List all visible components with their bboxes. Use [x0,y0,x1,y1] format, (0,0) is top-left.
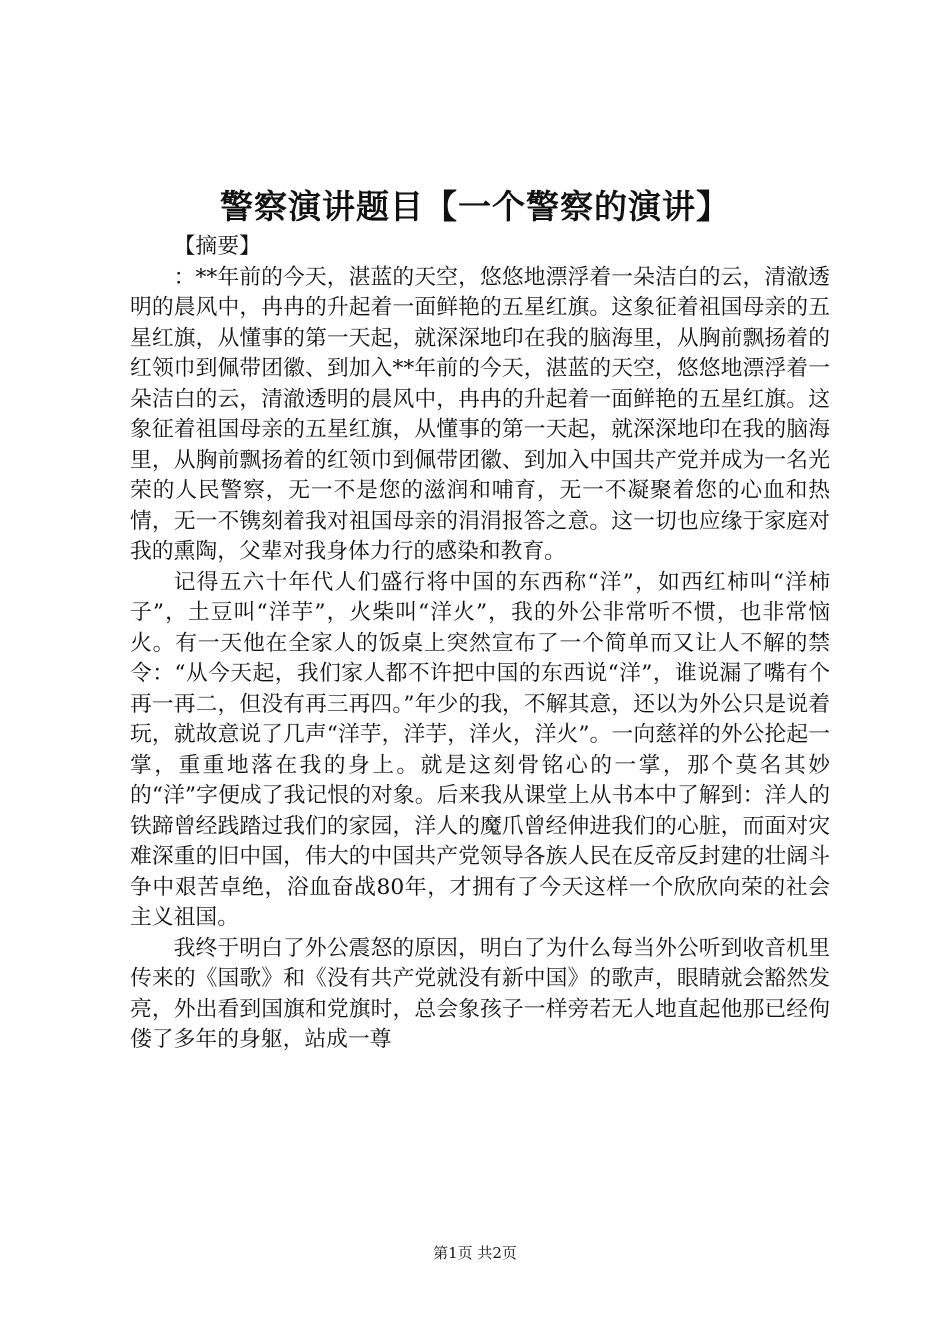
paragraph-1: ：**年前的今天，湛蓝的天空，悠悠地漂浮着一朵洁白的云，清澈透明的晨风中，冉冉的升起着一面鲜艳的五星红旗。这象征着祖国母亲的五星红旗，从懂事的第一天起，就深深地印在我的脑海里，从胸前飘扬着的红领巾到佩带团徽、到加入**年前的今天，湛蓝的天空，悠悠地漂浮着一朵洁白的云，清澈透明的晨风中，冉冉的升起着一面鲜艳的五星红旗。这象征着祖国母亲的五星红旗，从懂事的第一天起，就深深地印在我的脑海里，从胸前飘扬着的红领巾到佩带团徽、到加入中国共产党并成为一名光荣的人民警察，无一不是您的滋润和哺育，无一不凝聚着您的心血和热情，无一不镌刻着我对祖国母亲的涓涓报答之意。这一切也应缘于家庭对我的熏陶，父辈对我身体力行的感染和教育。 [130,264,830,564]
abstract-label: 【摘要】 [173,234,261,259]
document-body [130,232,830,1056]
page-footer: 第1页 共2页 [433,1244,517,1262]
paragraph-2: 记得五六十年代人们盛行将中国的东西称“洋”，如西红柿叫“洋柿子”，土豆叫“洋芋”，火柴叫“洋火”，我的外公非常听不惯，也非常恼火。有一天他在全家人的饭桌上突然宣布了一个简单而又让人不解的禁令：“从今天起，我们家人都不许把中国的东西说“洋”，谁说漏了嘴有个再一再二，但没有再三再四。”年少的我，不解其意，还以为外公只是说着玩，就故意说了几声“洋芋，洋芋，洋火，洋火”。一向慈祥的外公抡起一掌，重重地落在我的身上。就是这刻骨铭心的一掌，那个莫名其妙的“洋”字便成了我记恨的对象。后来我从课堂上从书本中了解到：洋人的铁蹄曾经践踏过我们的家园，洋人的魔爪曾经伸进我们的心脏，而面对灾难深重的旧中国，伟大的中国共产党领导各族人民在反帝反封建的壮阔斗争中艰苦卓绝，浴血奋战80年，才拥有了今天这样一个欣欣向荣的社会主义祖国。 [130,569,830,930]
document-title: 警察演讲题目【一个警察的演讲】 [220,187,730,226]
paragraph-3: 我终于明白了外公震怒的原因，明白了为什么每当外公听到收音机里传来的《国歌》和《没有共产党就没有新中国》的歌声，眼睛就会豁然发亮，外出看到国旗和党旗时，总会象孩子一样旁若无人地直起他那已经佝偻了多年的身躯，站成一尊 [130,935,830,1052]
